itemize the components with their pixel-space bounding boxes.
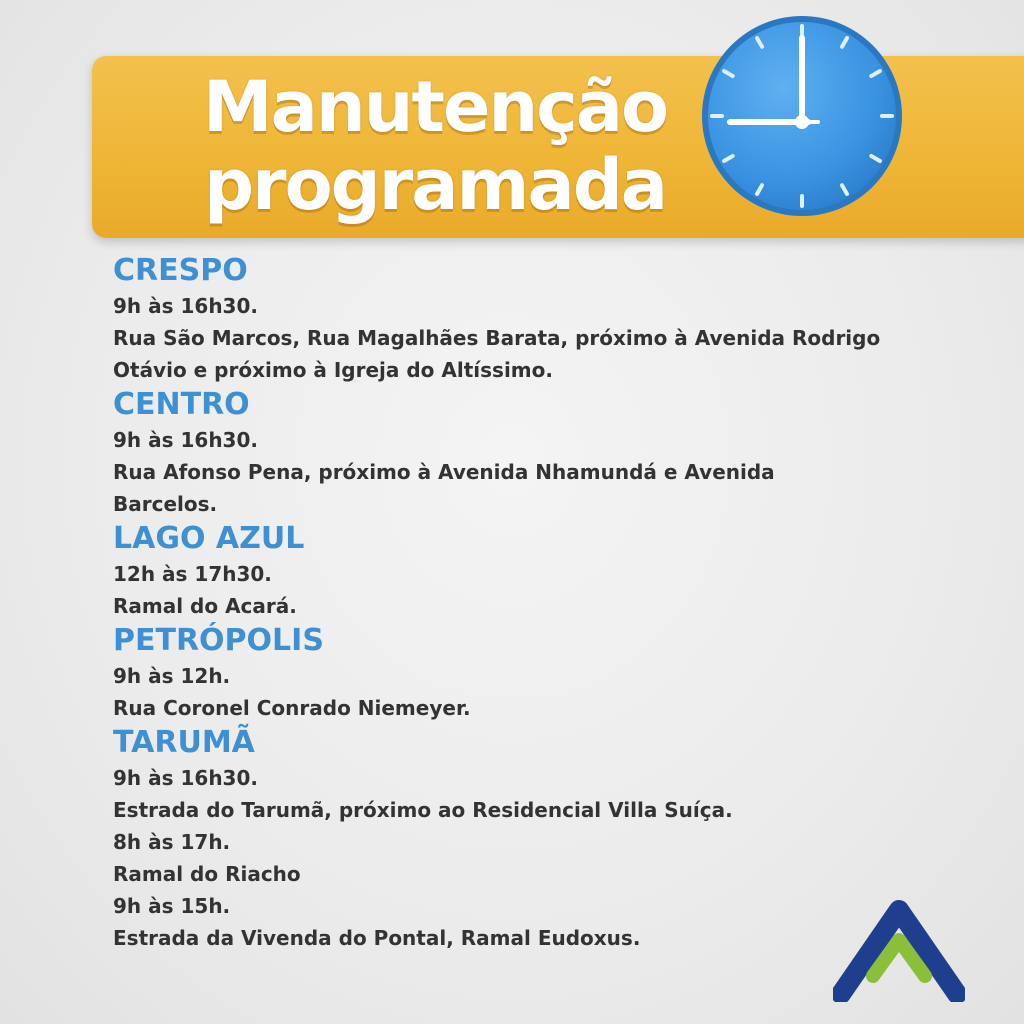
schedule-location: Ramal do Riacho — [113, 862, 301, 886]
schedule-time: 12h às 17h30. — [113, 562, 272, 586]
neighborhood-title: CRESPO — [113, 253, 248, 288]
neighborhood-title: TARUMÃ — [113, 725, 255, 760]
title-line-1: Manutenção — [202, 66, 668, 148]
schedule-time: 9h às 15h. — [113, 894, 231, 918]
title-line-2: programada — [203, 144, 667, 226]
schedule-time: 9h às 16h30. — [113, 428, 258, 452]
section-petrópolis — [113, 622, 987, 724]
schedule-location: Rua São Marcos, Rua Magalhães Barata, próximo à Avenida Rodrigo — [113, 326, 881, 350]
clock-icon — [700, 14, 905, 219]
schedule-time: 9h às 12h. — [113, 664, 231, 688]
schedule-time: 9h às 16h30. — [113, 294, 258, 318]
schedule-location: Ramal do Acará. — [113, 594, 297, 618]
schedule-location: Barcelos. — [113, 492, 218, 516]
section-centro — [113, 386, 987, 520]
schedule-location: Estrada da Vivenda do Pontal, Ramal Eudoxus. — [113, 926, 641, 950]
schedule-time: 8h às 17h. — [113, 830, 231, 854]
neighborhood-title: PETRÓPOLIS — [113, 623, 324, 658]
section-lago-azul — [113, 520, 987, 622]
page-title — [150, 68, 720, 224]
schedule-list — [113, 252, 987, 954]
neighborhood-title: LAGO AZUL — [113, 521, 305, 556]
schedule-location: Otávio e próximo à Igreja do Altíssimo. — [113, 358, 553, 382]
schedule-location: Rua Coronel Conrado Niemeyer. — [113, 696, 471, 720]
schedule-time: 9h às 16h30. — [113, 766, 258, 790]
neighborhood-title: CENTRO — [113, 387, 250, 422]
schedule-location: Rua Afonso Pena, próximo à Avenida Nhamundá e Avenida — [113, 460, 775, 484]
section-crespo — [113, 252, 987, 386]
triangle-chevron-logo — [833, 898, 965, 1002]
schedule-location: Estrada do Tarumã, próximo ao Residencial Villa Suíça. — [113, 798, 733, 822]
